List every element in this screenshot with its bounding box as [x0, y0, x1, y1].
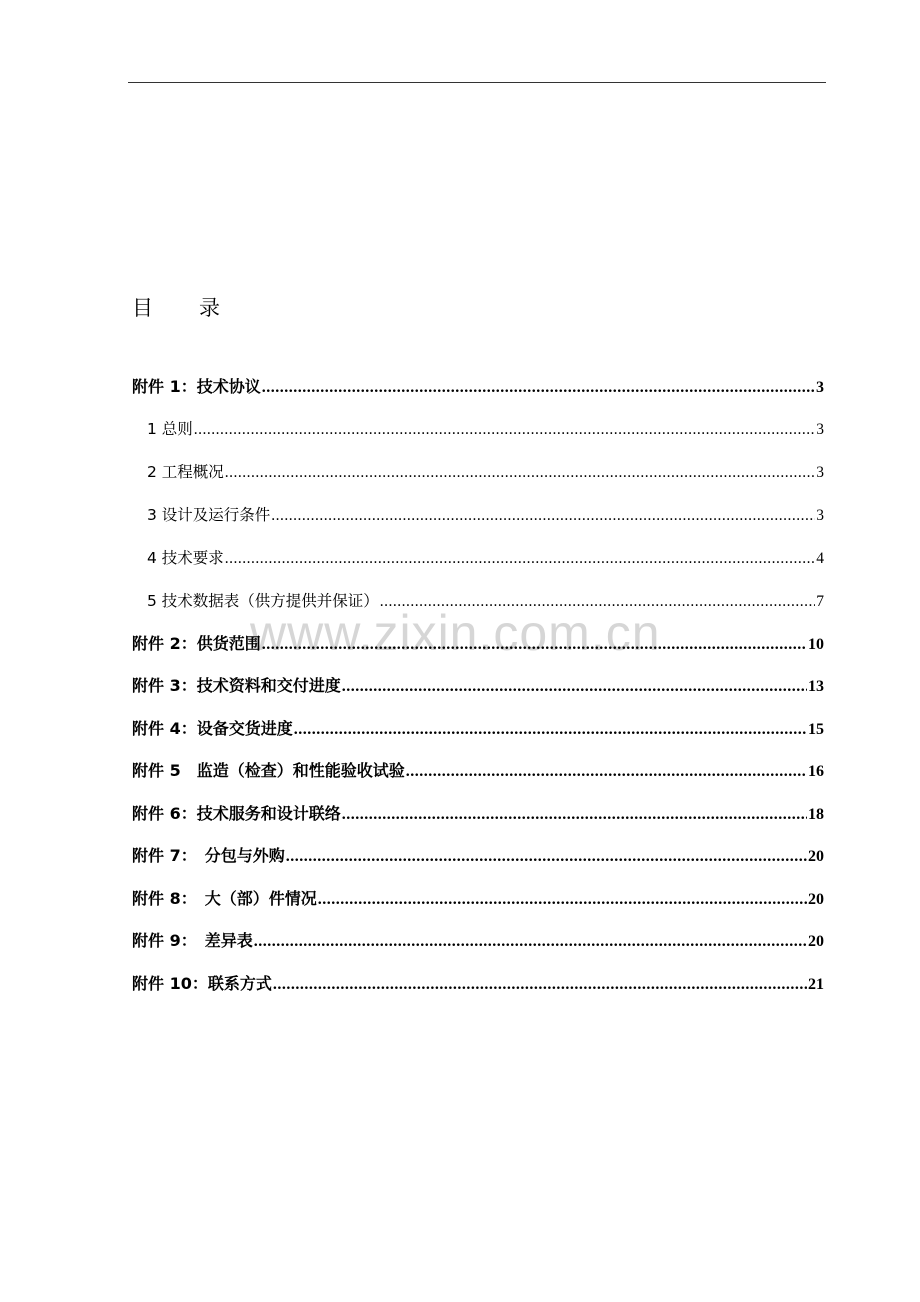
toc-title-char-2: 录 [199, 296, 220, 320]
toc-entry-label: 附件 2：供货范围 [132, 634, 261, 653]
toc-page-number: 20 [808, 933, 824, 950]
toc-leader-dots [271, 507, 815, 525]
toc-entry-appendix-9[interactable] [132, 928, 824, 952]
toc-page-number: 20 [808, 848, 824, 865]
toc-entry-appendix-3[interactable] [132, 673, 824, 697]
toc-entry-label: 附件 3：技术资料和交付进度 [132, 676, 341, 695]
toc-entry-section-1[interactable] [147, 417, 824, 441]
toc-page-number: 4 [816, 550, 824, 567]
toc-leader-dots [294, 721, 807, 739]
toc-leader-dots [254, 933, 807, 951]
toc-entry-label: 附件 8： 大（部）件情况 [132, 889, 317, 908]
toc-entry-label: 附件 6：技术服务和设计联络 [132, 804, 341, 823]
toc-page-number: 3 [816, 421, 824, 438]
toc-entry-label: 5 技术数据表（供方提供并保证） [147, 592, 379, 610]
toc-entry-appendix-2[interactable] [132, 631, 824, 655]
toc-page-number: 18 [808, 806, 824, 823]
toc-leader-dots [194, 421, 815, 439]
toc-entry-section-5[interactable] [147, 589, 824, 613]
toc-leader-dots [406, 763, 807, 781]
watermark: www.zixin.com.cn [250, 605, 661, 661]
toc-page-number: 21 [808, 976, 824, 993]
toc-entry-section-3[interactable] [147, 503, 824, 527]
toc-entry-appendix-7[interactable] [132, 843, 824, 867]
toc-page-number: 20 [808, 891, 824, 908]
toc-leader-dots [286, 848, 807, 866]
toc-page-number: 7 [816, 593, 824, 610]
toc-title [132, 292, 220, 322]
toc-entry-label: 附件 7： 分包与外购 [132, 846, 285, 865]
toc-entry-appendix-10[interactable] [132, 971, 824, 995]
toc-entry-appendix-1[interactable] [132, 374, 824, 398]
toc-entry-label: 3 设计及运行条件 [147, 506, 271, 524]
toc-entry-label: 4 技术要求 [147, 549, 224, 567]
toc-leader-dots [318, 891, 807, 909]
toc-entry-label: 附件 10：联系方式 [132, 974, 272, 993]
toc-leader-dots [262, 636, 807, 654]
toc-entry-label: 2 工程概况 [147, 463, 224, 481]
toc-title-char-1: 目 [132, 296, 153, 320]
toc-entry-section-2[interactable] [147, 460, 824, 484]
toc-leader-dots [342, 678, 807, 696]
toc-entry-label: 附件 5 监造（检查）和性能验收试验 [132, 761, 405, 780]
toc-leader-dots [380, 593, 815, 611]
toc-page-number: 3 [816, 507, 824, 524]
toc-entry-appendix-6[interactable] [132, 801, 824, 825]
toc-page-number: 3 [816, 464, 824, 481]
toc-leader-dots [262, 379, 815, 397]
toc-entry-section-4[interactable] [147, 546, 824, 570]
toc-entry-label: 附件 9： 差异表 [132, 931, 253, 950]
toc-page-number: 13 [808, 678, 824, 695]
toc-entry-appendix-4[interactable] [132, 716, 824, 740]
toc-leader-dots [342, 806, 807, 824]
header-rule [128, 82, 826, 83]
toc-leader-dots [273, 976, 807, 994]
toc-leader-dots [225, 550, 815, 568]
toc-page-number: 10 [808, 636, 824, 653]
toc-entry-appendix-8[interactable] [132, 886, 824, 910]
toc-entry-label: 1 总则 [147, 420, 193, 438]
toc-page-number: 3 [816, 379, 824, 396]
toc-entry-label: 附件 4：设备交货进度 [132, 719, 293, 738]
toc-page-number: 16 [808, 763, 824, 780]
toc-page-number: 15 [808, 721, 824, 738]
toc-leader-dots [225, 464, 815, 482]
toc-entry-appendix-5[interactable] [132, 758, 824, 782]
toc-entry-label: 附件 1：技术协议 [132, 377, 261, 396]
